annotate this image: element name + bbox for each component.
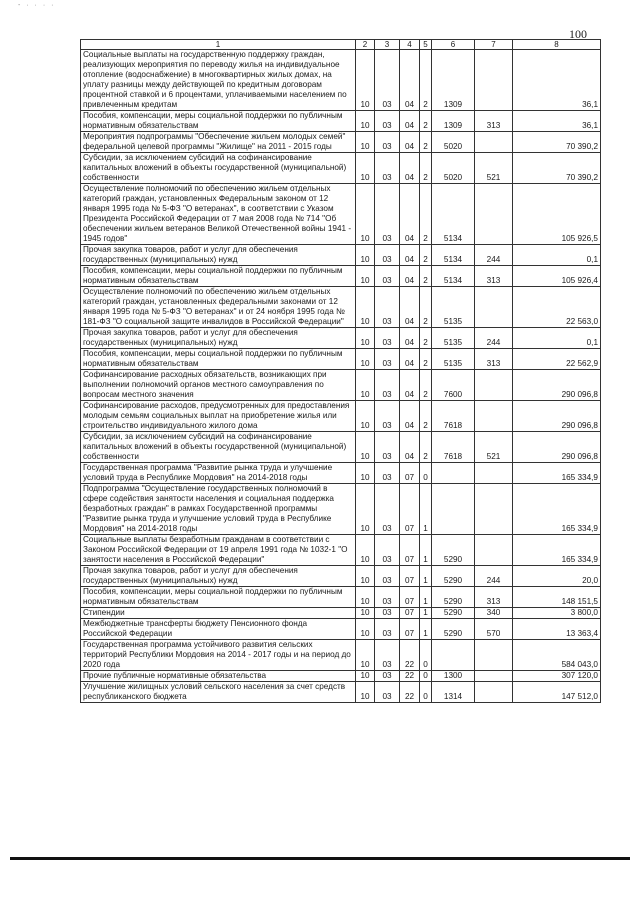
column-header: 3 <box>375 40 400 50</box>
row-description: Осуществление полномочий по обеспечению жильем отдельных категорий граждан, установленных федеральными законами от 12 января 1995 года № 5-ФЗ "О ветеранах" и от 24 ноября 1995 года № 181-ФЗ "О социальной защите инвалидов в Российской Федерации" <box>81 287 356 328</box>
row-code-c5: 2 <box>420 401 432 432</box>
row-code-c3: 03 <box>375 328 400 349</box>
row-description: Прочая закупка товаров, работ и услуг для обеспечения государственных (муниципальных) нужд <box>81 245 356 266</box>
row-amount: 36,1 <box>513 50 601 111</box>
column-header: 6 <box>432 40 475 50</box>
row-code-c5: 2 <box>420 432 432 463</box>
row-code-c5: 1 <box>420 619 432 640</box>
table-row <box>81 132 601 153</box>
row-code-c7 <box>475 463 513 484</box>
row-amount: 22 562,9 <box>513 349 601 370</box>
row-code-c3: 03 <box>375 535 400 566</box>
row-code-c6: 5134 <box>432 184 475 245</box>
row-code-c6: 5290 <box>432 535 475 566</box>
row-code-c4: 04 <box>400 245 420 266</box>
row-code-c2: 10 <box>356 682 375 703</box>
row-description: Прочие публичные нормативные обязательства <box>81 671 356 682</box>
row-code-c5: 2 <box>420 245 432 266</box>
row-amount: 70 390,2 <box>513 132 601 153</box>
row-code-c5: 0 <box>420 682 432 703</box>
row-code-c4: 22 <box>400 682 420 703</box>
row-code-c6 <box>432 484 475 535</box>
row-code-c5: 2 <box>420 266 432 287</box>
row-code-c7: 313 <box>475 349 513 370</box>
row-amount: 584 043,0 <box>513 640 601 671</box>
row-code-c6 <box>432 463 475 484</box>
row-description: Софинансирование расходов, предусмотренных для предоставления молодым семьям социальных выплат на приобретение жилья или строительство индивидуального жилого дома <box>81 401 356 432</box>
row-code-c6: 1314 <box>432 682 475 703</box>
column-header: 8 <box>513 40 601 50</box>
row-code-c3: 03 <box>375 463 400 484</box>
row-code-c2: 10 <box>356 432 375 463</box>
row-code-c2: 10 <box>356 50 375 111</box>
row-code-c5: 1 <box>420 608 432 619</box>
row-code-c7 <box>475 640 513 671</box>
row-code-c3: 03 <box>375 484 400 535</box>
row-code-c4: 04 <box>400 370 420 401</box>
row-amount: 22 563,0 <box>513 287 601 328</box>
row-code-c5: 0 <box>420 463 432 484</box>
row-code-c4: 04 <box>400 432 420 463</box>
row-amount: 165 334,9 <box>513 535 601 566</box>
row-code-c5: 1 <box>420 535 432 566</box>
row-code-c4: 04 <box>400 287 420 328</box>
row-code-c3: 03 <box>375 682 400 703</box>
table-row <box>81 566 601 587</box>
table-row <box>81 370 601 401</box>
column-header: 4 <box>400 40 420 50</box>
row-code-c6: 5290 <box>432 619 475 640</box>
row-code-c7: 313 <box>475 111 513 132</box>
table-row <box>81 535 601 566</box>
row-code-c4: 04 <box>400 349 420 370</box>
row-code-c7 <box>475 370 513 401</box>
column-header: 7 <box>475 40 513 50</box>
row-amount: 307 120,0 <box>513 671 601 682</box>
table-row <box>81 401 601 432</box>
row-code-c6: 1309 <box>432 50 475 111</box>
row-code-c3: 03 <box>375 349 400 370</box>
table-row <box>81 349 601 370</box>
row-code-c6: 5134 <box>432 245 475 266</box>
row-code-c2: 10 <box>356 640 375 671</box>
row-code-c6: 5290 <box>432 566 475 587</box>
row-amount: 13 363,4 <box>513 619 601 640</box>
row-amount: 165 334,9 <box>513 463 601 484</box>
row-code-c5: 2 <box>420 50 432 111</box>
row-code-c5: 0 <box>420 671 432 682</box>
row-code-c3: 03 <box>375 287 400 328</box>
row-amount: 0,1 <box>513 245 601 266</box>
row-description: Социальные выплаты на государственную поддержку граждан, реализующих мероприятия по переводу жилья на индивидуальное отопление (водоснабжение) в многоквартирных жилых домах, на уплату разницы между действующей по кредитным договорам процентной ставкой и 6 процентами, уплачиваемыми населением по привлеченным кредитам <box>81 50 356 111</box>
row-code-c2: 10 <box>356 401 375 432</box>
row-code-c5: 2 <box>420 111 432 132</box>
row-code-c6: 5135 <box>432 349 475 370</box>
row-code-c4: 04 <box>400 153 420 184</box>
row-code-c3: 03 <box>375 587 400 608</box>
row-code-c3: 03 <box>375 401 400 432</box>
row-code-c7 <box>475 682 513 703</box>
row-code-c2: 10 <box>356 608 375 619</box>
row-description: Пособия, компенсации, меры социальной поддержки по публичным нормативным обязательствам <box>81 111 356 132</box>
row-code-c2: 10 <box>356 566 375 587</box>
row-description: Субсидии, за исключением субсидий на софинансирование капитальных вложений в объекты государственной (муниципальной) собственности <box>81 153 356 184</box>
row-code-c3: 03 <box>375 566 400 587</box>
row-code-c6: 5020 <box>432 132 475 153</box>
row-code-c7: 340 <box>475 608 513 619</box>
row-code-c6: 7618 <box>432 432 475 463</box>
row-description: Мероприятия подпрограммы "Обеспечение жильем молодых семей" федеральной целевой программы "Жилище" на 2011 - 2015 годы <box>81 132 356 153</box>
row-amount: 20,0 <box>513 566 601 587</box>
row-code-c5: 0 <box>420 640 432 671</box>
table-row <box>81 245 601 266</box>
row-amount: 148 151,5 <box>513 587 601 608</box>
row-code-c3: 03 <box>375 132 400 153</box>
row-code-c6: 5134 <box>432 266 475 287</box>
table-row <box>81 266 601 287</box>
table-row <box>81 640 601 671</box>
row-code-c3: 03 <box>375 50 400 111</box>
row-code-c2: 10 <box>356 266 375 287</box>
row-description: Пособия, компенсации, меры социальной поддержки по публичным нормативным обязательствам <box>81 266 356 287</box>
row-amount: 70 390,2 <box>513 153 601 184</box>
table-row <box>81 671 601 682</box>
row-code-c4: 04 <box>400 111 420 132</box>
row-code-c6: 5135 <box>432 287 475 328</box>
row-code-c3: 03 <box>375 432 400 463</box>
row-code-c3: 03 <box>375 640 400 671</box>
row-amount: 105 926,4 <box>513 266 601 287</box>
row-description: Улучшение жилищных условий сельского населения за счет средств республиканского бюджета <box>81 682 356 703</box>
row-code-c3: 03 <box>375 184 400 245</box>
row-code-c7 <box>475 535 513 566</box>
row-code-c5: 2 <box>420 287 432 328</box>
row-code-c6: 5020 <box>432 153 475 184</box>
row-description: Межбюджетные трансферты бюджету Пенсионного фонда Российской Федерации <box>81 619 356 640</box>
row-amount: 165 334,9 <box>513 484 601 535</box>
row-code-c7 <box>475 401 513 432</box>
table-row <box>81 153 601 184</box>
row-amount: 290 096,8 <box>513 432 601 463</box>
row-code-c3: 03 <box>375 266 400 287</box>
row-code-c7 <box>475 484 513 535</box>
row-code-c5: 2 <box>420 184 432 245</box>
row-code-c2: 10 <box>356 535 375 566</box>
table-row <box>81 50 601 111</box>
row-amount: 0,1 <box>513 328 601 349</box>
row-amount: 3 800,0 <box>513 608 601 619</box>
row-description: Государственная программа "Развитие рынка труда и улучшение условий труда в Республике Мордовия" на 2014-2018 годы <box>81 463 356 484</box>
row-code-c7: 313 <box>475 266 513 287</box>
row-code-c4: 04 <box>400 401 420 432</box>
row-code-c7 <box>475 132 513 153</box>
table-row <box>81 619 601 640</box>
row-code-c3: 03 <box>375 608 400 619</box>
row-code-c7: 521 <box>475 153 513 184</box>
table-body <box>81 50 601 703</box>
row-code-c4: 07 <box>400 484 420 535</box>
row-code-c4: 04 <box>400 50 420 111</box>
row-code-c2: 10 <box>356 287 375 328</box>
table-row <box>81 287 601 328</box>
table-row <box>81 682 601 703</box>
page-number: 100 <box>569 27 587 41</box>
row-code-c7 <box>475 50 513 111</box>
row-code-c4: 04 <box>400 184 420 245</box>
row-code-c6: 5290 <box>432 587 475 608</box>
row-description: Прочая закупка товаров, работ и услуг для обеспечения государственных (муниципальных) нужд <box>81 566 356 587</box>
row-code-c3: 03 <box>375 619 400 640</box>
row-code-c7: 244 <box>475 566 513 587</box>
row-code-c3: 03 <box>375 153 400 184</box>
row-code-c2: 10 <box>356 184 375 245</box>
row-code-c4: 22 <box>400 640 420 671</box>
table-row <box>81 432 601 463</box>
row-code-c6: 7618 <box>432 401 475 432</box>
row-amount: 147 512,0 <box>513 682 601 703</box>
budget-table <box>80 39 601 703</box>
row-amount: 290 096,8 <box>513 370 601 401</box>
row-code-c2: 10 <box>356 671 375 682</box>
row-description: Социальные выплаты безработным гражданам в соответствии с Законом Российской Федерации от 19 апреля 1991 года № 1032-1 "О занятости населения в Российской Федерации" <box>81 535 356 566</box>
row-code-c2: 10 <box>356 132 375 153</box>
row-code-c5: 2 <box>420 132 432 153</box>
row-code-c2: 10 <box>356 370 375 401</box>
row-code-c4: 22 <box>400 671 420 682</box>
row-description: Прочая закупка товаров, работ и услуг для обеспечения государственных (муниципальных) нужд <box>81 328 356 349</box>
row-code-c7: 570 <box>475 619 513 640</box>
table-row <box>81 587 601 608</box>
table-row <box>81 111 601 132</box>
row-description: Государственная программа устойчивого развития сельских территорий Республики Мордовия на 2014 - 2017 годы и на период до 2020 года <box>81 640 356 671</box>
table-row <box>81 328 601 349</box>
row-code-c4: 07 <box>400 619 420 640</box>
row-description: Осуществление полномочий по обеспечению жильем отдельных категорий граждан, установленных Федеральным законом от 12 января 1995 года № 5-ФЗ "О ветеранах", в соответствии с Указом Президента Российской Федерации от 7 мая 2008 года № 714 "Об обеспечении жильем ветеранов Великой Отечественной войны 1941 - 1945 годов" <box>81 184 356 245</box>
row-code-c2: 10 <box>356 619 375 640</box>
row-code-c3: 03 <box>375 671 400 682</box>
row-code-c5: 1 <box>420 566 432 587</box>
row-code-c2: 10 <box>356 484 375 535</box>
row-code-c4: 04 <box>400 132 420 153</box>
row-code-c6: 1309 <box>432 111 475 132</box>
corner-mark: - · · · · <box>18 2 56 9</box>
row-code-c7: 313 <box>475 587 513 608</box>
row-code-c5: 2 <box>420 370 432 401</box>
row-code-c2: 10 <box>356 153 375 184</box>
bottom-rule <box>10 857 630 860</box>
table-row <box>81 463 601 484</box>
row-amount: 36,1 <box>513 111 601 132</box>
row-code-c3: 03 <box>375 245 400 266</box>
row-code-c4: 07 <box>400 608 420 619</box>
row-code-c2: 10 <box>356 245 375 266</box>
column-header: 2 <box>356 40 375 50</box>
row-code-c6: 7600 <box>432 370 475 401</box>
row-amount: 105 926,5 <box>513 184 601 245</box>
row-code-c7: 244 <box>475 328 513 349</box>
row-code-c5: 2 <box>420 328 432 349</box>
row-code-c2: 10 <box>356 328 375 349</box>
row-code-c2: 10 <box>356 349 375 370</box>
row-code-c6: 5135 <box>432 328 475 349</box>
row-description: Субсидии, за исключением субсидий на софинансирование капитальных вложений в объекты государственной (муниципальной) собственности <box>81 432 356 463</box>
row-code-c4: 04 <box>400 266 420 287</box>
row-description: Подпрограмма "Осуществление государственных полномочий в сфере содействия занятости населения и социальная поддержка безработных граждан" в рамках Государственной программы "Развитие рынка труда и улучшение условий труда в Республике Мордовия" на 2014-2018 годы <box>81 484 356 535</box>
row-code-c7 <box>475 287 513 328</box>
row-code-c7 <box>475 671 513 682</box>
row-code-c5: 2 <box>420 349 432 370</box>
row-code-c6 <box>432 640 475 671</box>
row-description: Стипендии <box>81 608 356 619</box>
row-code-c2: 10 <box>356 463 375 484</box>
table-row <box>81 608 601 619</box>
row-code-c3: 03 <box>375 111 400 132</box>
row-code-c4: 07 <box>400 587 420 608</box>
row-description: Софинансирование расходных обязательств, возникающих при выполнении полномочий органов местного самоуправления по вопросам местного значения <box>81 370 356 401</box>
row-code-c2: 10 <box>356 587 375 608</box>
column-header: 1 <box>81 40 356 50</box>
row-code-c3: 03 <box>375 370 400 401</box>
row-code-c4: 07 <box>400 535 420 566</box>
column-header: 5 <box>420 40 432 50</box>
row-code-c4: 07 <box>400 566 420 587</box>
row-code-c5: 1 <box>420 484 432 535</box>
row-code-c5: 2 <box>420 153 432 184</box>
header-row <box>81 40 601 50</box>
table-row <box>81 484 601 535</box>
row-code-c4: 04 <box>400 328 420 349</box>
row-code-c6: 1300 <box>432 671 475 682</box>
row-amount: 290 096,8 <box>513 401 601 432</box>
row-code-c2: 10 <box>356 111 375 132</box>
row-code-c6: 5290 <box>432 608 475 619</box>
row-description: Пособия, компенсации, меры социальной поддержки по публичным нормативным обязательствам <box>81 349 356 370</box>
row-code-c7: 521 <box>475 432 513 463</box>
row-code-c5: 1 <box>420 587 432 608</box>
row-code-c7 <box>475 184 513 245</box>
row-code-c7: 244 <box>475 245 513 266</box>
row-code-c4: 07 <box>400 463 420 484</box>
row-description: Пособия, компенсации, меры социальной поддержки по публичным нормативным обязательствам <box>81 587 356 608</box>
table-row <box>81 184 601 245</box>
